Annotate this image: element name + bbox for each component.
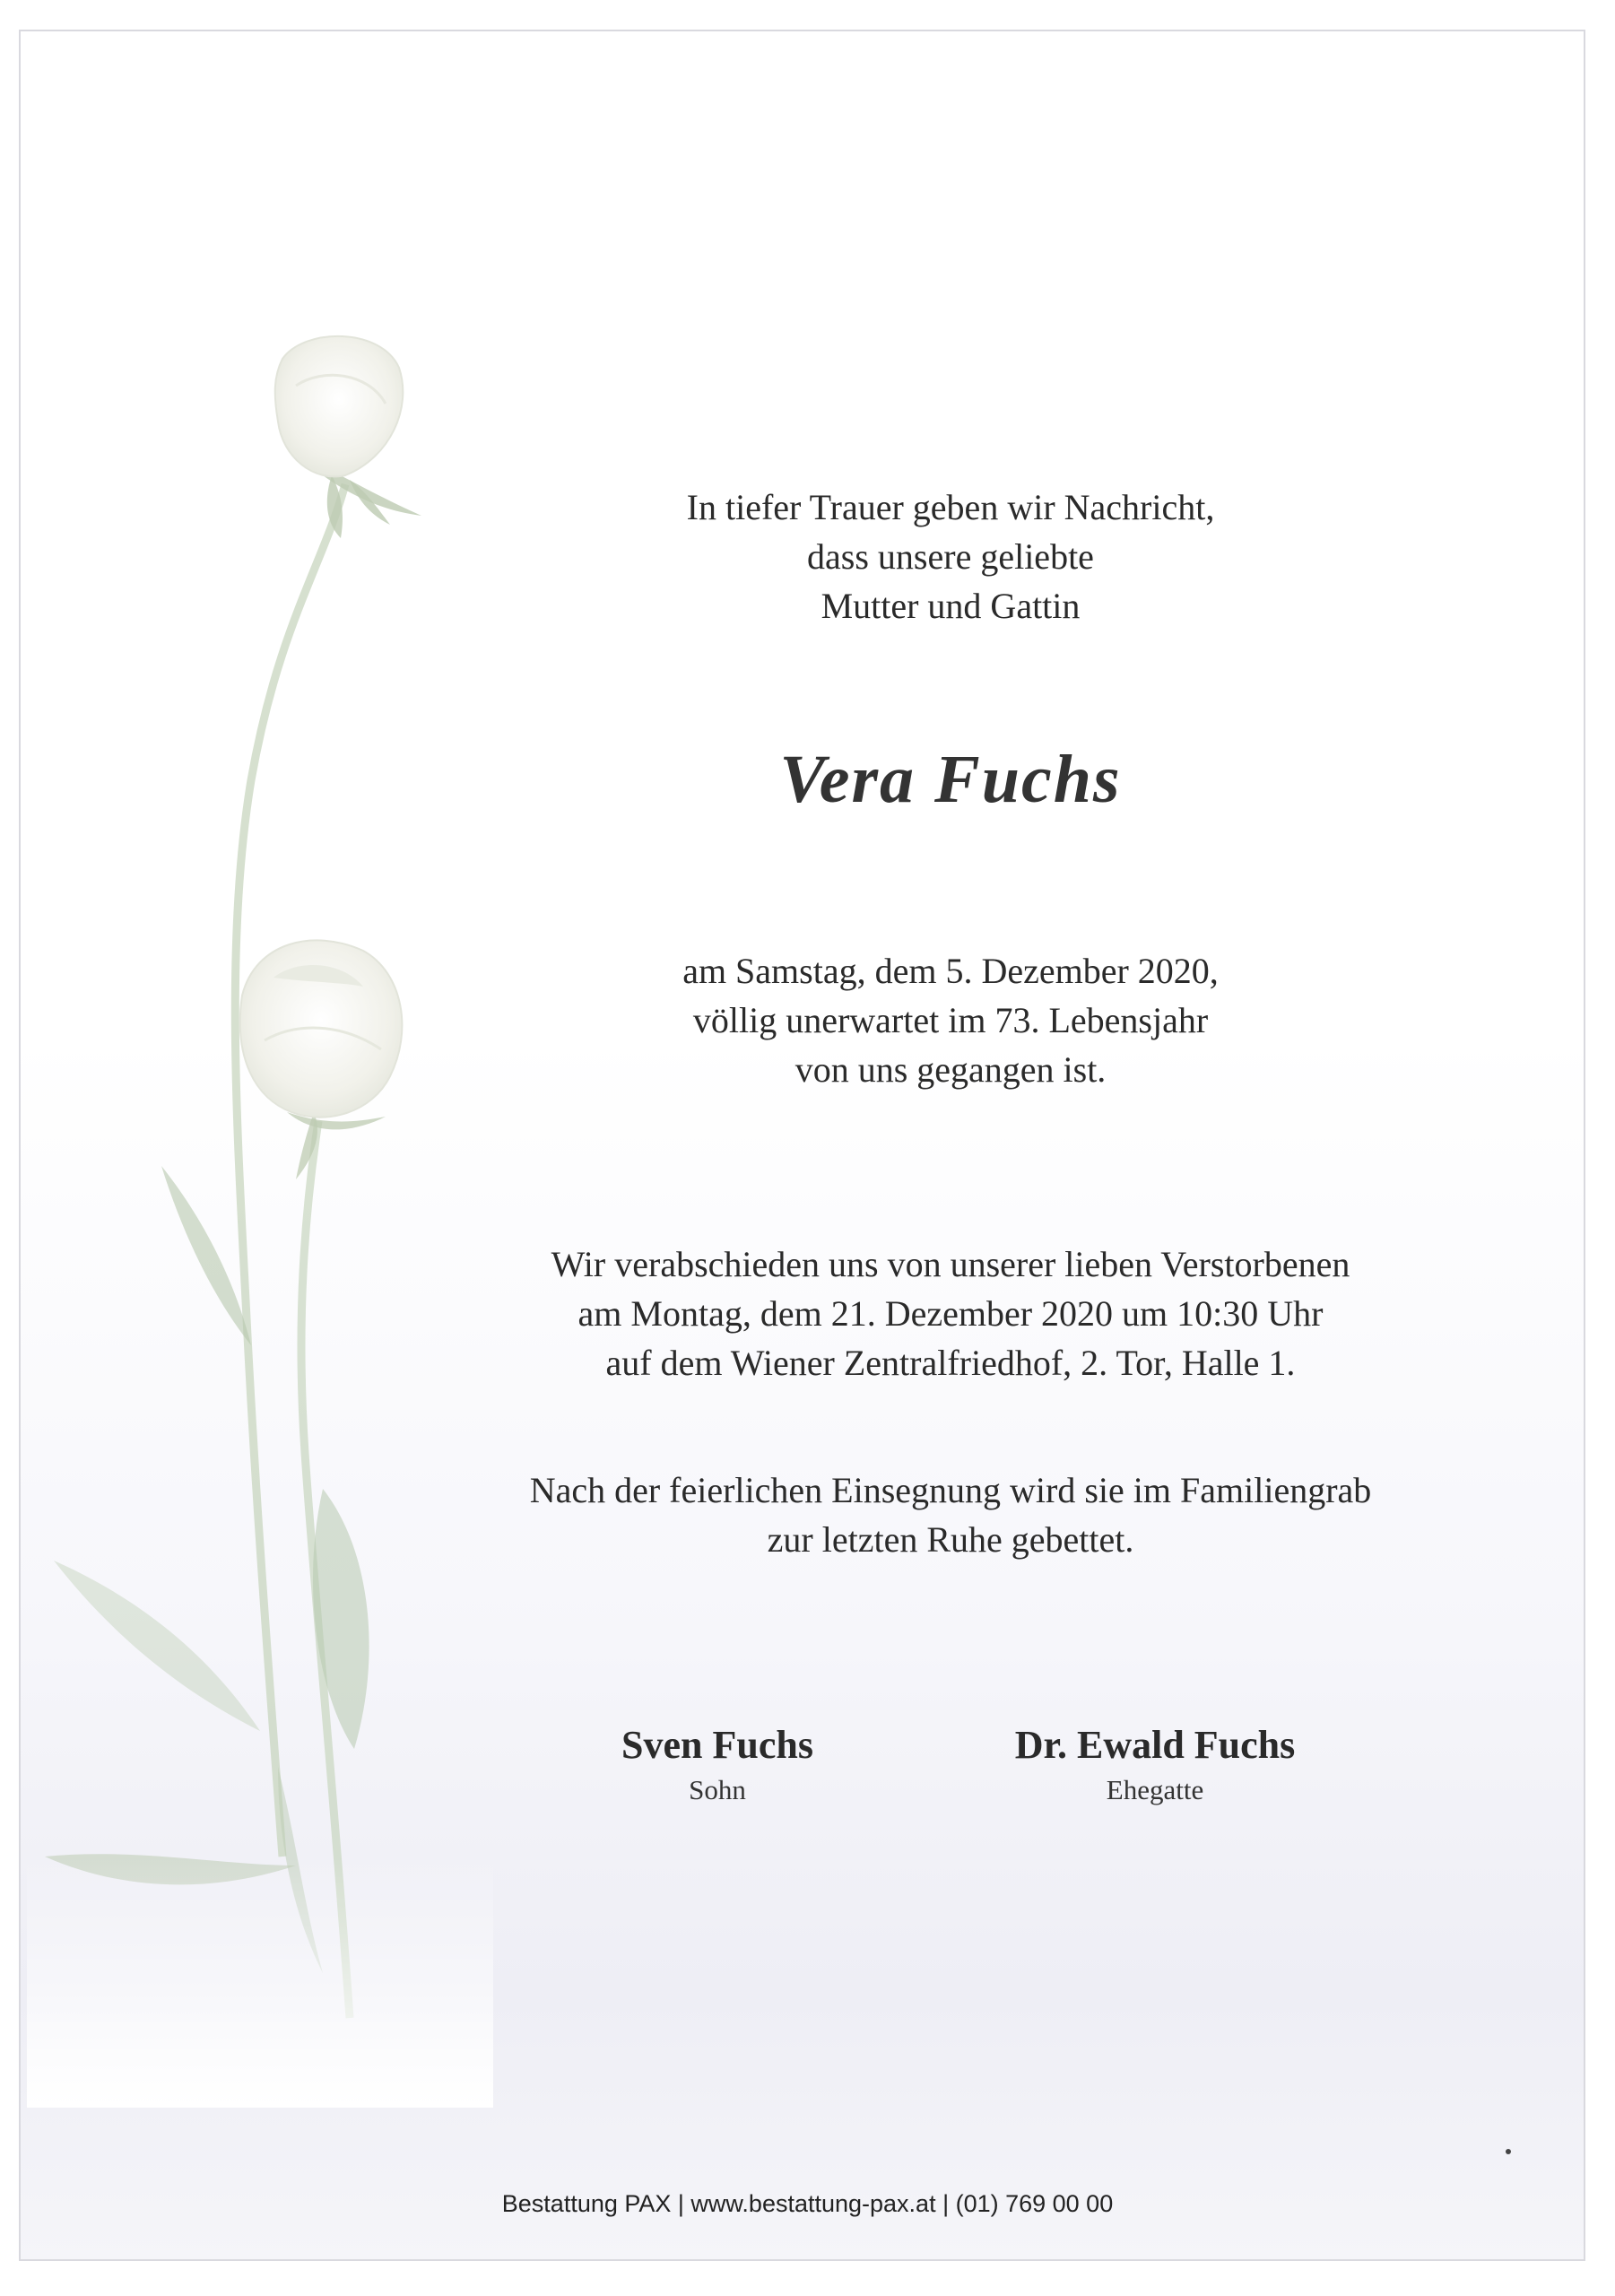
mourner-name: Dr. Ewald Fuchs: [1014, 1723, 1296, 1767]
passing-line: am Samstag, dem 5. Dezember 2020,: [682, 951, 1219, 991]
white-rose-icon: [27, 332, 493, 2108]
mourner-son: [484, 1720, 951, 1810]
print-dot: [1506, 2149, 1511, 2154]
intro-line: Mutter und Gattin: [821, 586, 1081, 626]
mourner-name: Sven Fuchs: [621, 1723, 813, 1767]
passing-line: völlig unerwartet im 73. Lebensjahr: [692, 1000, 1209, 1040]
funeral-home-footer: Bestattung PAX | www.bestattung-pax.at | (01) 769 00 00: [501, 2190, 1114, 2217]
passing-line: von uns gegangen ist.: [794, 1049, 1107, 1090]
burial-line: zur letzten Ruhe gebettet.: [767, 1519, 1134, 1560]
burial-line: Nach der feierlichen Einsegnung wird sie im Familiengrab: [529, 1470, 1372, 1510]
mourner-husband: [922, 1720, 1388, 1810]
intro-text: [466, 483, 1435, 631]
farewell-line: Wir verabschieden uns von unserer lieben Verstorbenen: [551, 1244, 1350, 1284]
mourner-relation: Ehegatte: [1106, 1774, 1204, 1805]
deceased-name: Vera Fuchs: [779, 742, 1122, 817]
farewell-text: [466, 1239, 1435, 1387]
farewell-line: am Montag, dem 21. Dezember 2020 um 10:30 Uhr: [577, 1293, 1324, 1334]
farewell-line: auf dem Wiener Zentralfriedhof, 2. Tor, Halle 1.: [605, 1343, 1296, 1383]
passing-text: [466, 946, 1435, 1094]
intro-line: dass unsere geliebte: [807, 536, 1094, 577]
burial-text: [466, 1465, 1435, 1564]
intro-line: In tiefer Trauer geben wir Nachricht,: [686, 487, 1215, 527]
mourner-relation: Sohn: [689, 1774, 746, 1805]
